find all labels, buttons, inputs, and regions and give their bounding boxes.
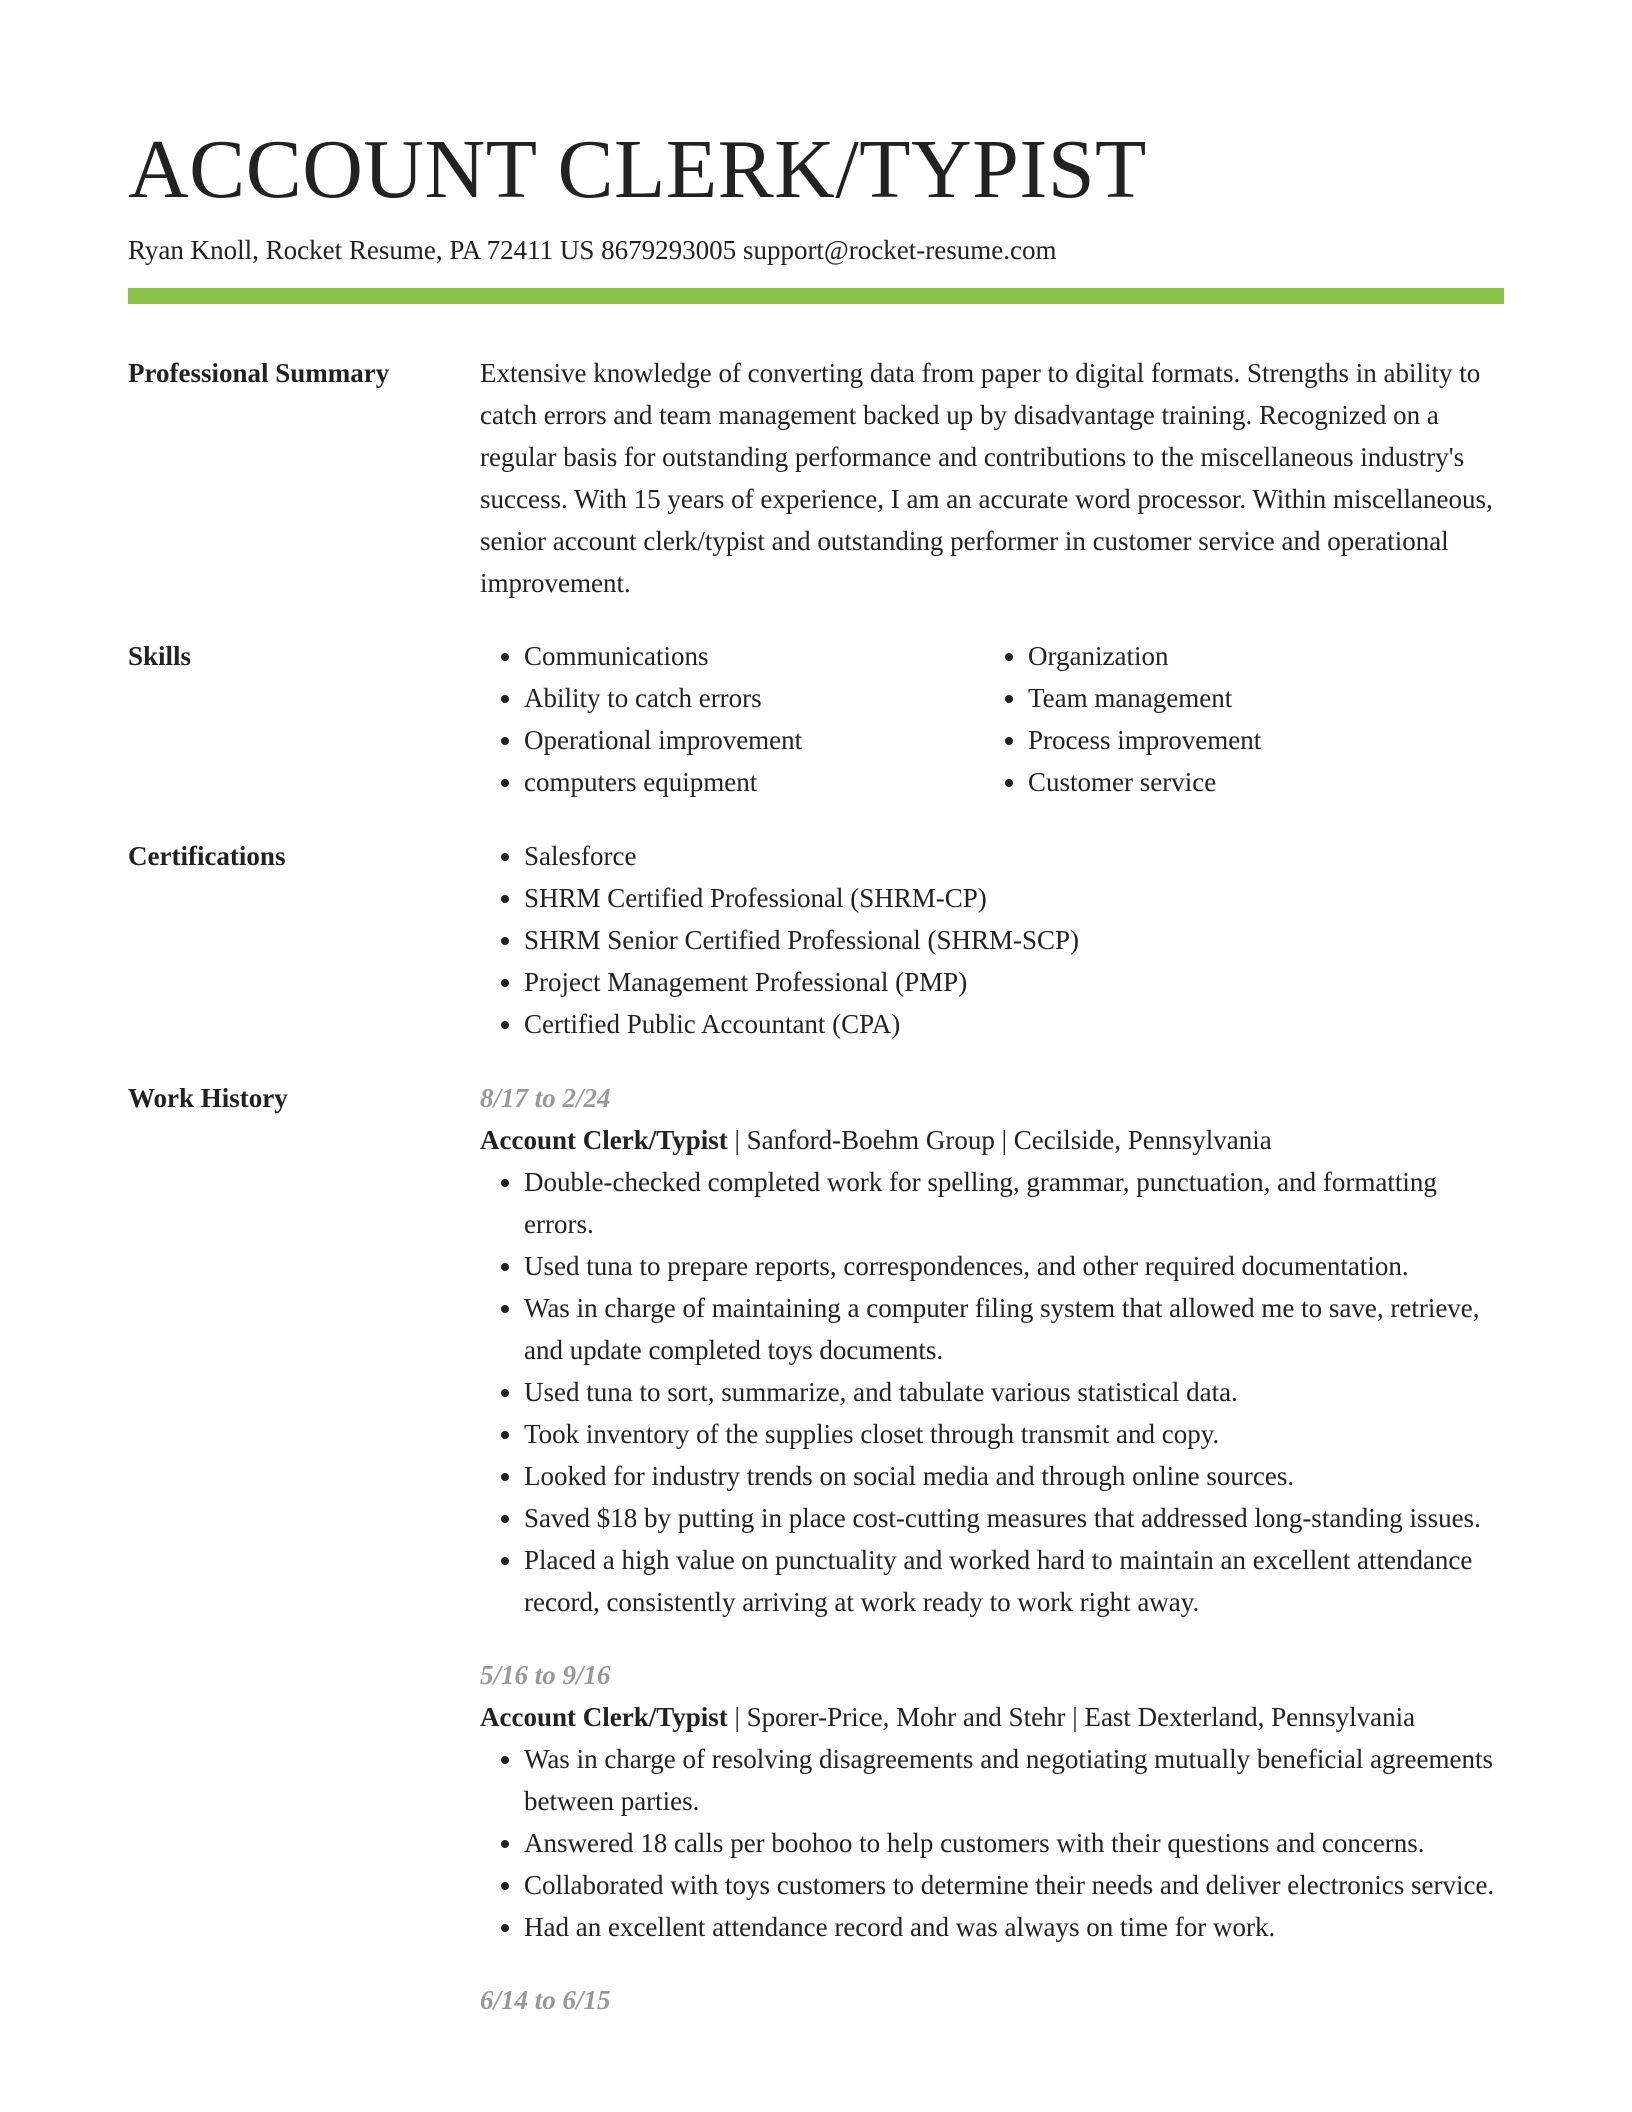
job-title: Account Clerk/Typist	[480, 1702, 728, 1732]
job-date: 5/16 to 9/16	[480, 1660, 611, 1690]
skills-column-right	[984, 635, 1488, 803]
skill-item: • computers equipment	[524, 761, 984, 803]
skills-section	[128, 635, 1504, 803]
skill-item: • Ability to catch errors	[524, 677, 984, 719]
section-label-summary: Professional Summary	[128, 358, 390, 388]
job-bullet: • Saved $18 by putting in place cost-cutting measures that addressed long-standing issues.	[524, 1497, 1504, 1539]
job-bullet: • Had an excellent attendance record and was always on time for work.	[524, 1906, 1504, 1948]
section-label-skills: Skills	[128, 641, 192, 671]
job-details: | Sporer-Price, Mohr and Stehr | East Dexterland, Pennsylvania	[727, 1702, 1416, 1732]
job-heading	[480, 1119, 1504, 1161]
skill-item: • Organization	[1028, 635, 1488, 677]
certifications-section	[128, 835, 1504, 1045]
certification-item: • SHRM Senior Certified Professional (SHRM-SCP)	[524, 919, 1504, 961]
job-date: 8/17 to 2/24	[480, 1083, 611, 1113]
job-date: 6/14 to 6/15	[480, 1985, 611, 2015]
job-bullets	[480, 1738, 1504, 1948]
skill-item: • Communications	[524, 635, 984, 677]
job-entry	[480, 1654, 1504, 1948]
job-bullet: • Looked for industry trends on social media and through online sources.	[524, 1455, 1504, 1497]
certification-item: • Certified Public Accountant (CPA)	[524, 1003, 1504, 1045]
job-bullet: • Took inventory of the supplies closet through transmit and copy.	[524, 1413, 1504, 1455]
skill-item: • Process improvement	[1028, 719, 1488, 761]
contact-line: Ryan Knoll, Rocket Resume, PA 72411 US 8679293005 support@rocket-resume.com	[128, 235, 1057, 265]
job-bullet: • Used tuna to prepare reports, correspondences, and other required documentation.	[524, 1245, 1504, 1287]
resume-page	[128, 118, 1504, 2021]
resume-title: ACCOUNT CLERK/TYPIST	[128, 123, 1147, 216]
job-heading	[480, 1696, 1504, 1738]
certification-item: • SHRM Certified Professional (SHRM-CP)	[524, 877, 1504, 919]
job-bullets	[480, 1161, 1504, 1623]
skill-item: • Team management	[1028, 677, 1488, 719]
section-label-work-history: Work History	[128, 1083, 288, 1113]
skills-column-left	[480, 635, 984, 803]
job-entry	[480, 1077, 1504, 1623]
skill-item: • Customer service	[1028, 761, 1488, 803]
job-bullet: • Answered 18 calls per boohoo to help customers with their questions and concerns.	[524, 1822, 1504, 1864]
job-bullet: • Was in charge of resolving disagreements and negotiating mutually beneficial agreements between parties.	[524, 1738, 1504, 1822]
job-bullet: • Used tuna to sort, summarize, and tabulate various statistical data.	[524, 1371, 1504, 1413]
accent-divider	[128, 288, 1504, 304]
job-bullet: • Placed a high value on punctuality and worked hard to maintain an excellent attendance record, consistently arriving at work ready to work right away.	[524, 1539, 1504, 1623]
section-label-certifications: Certifications	[128, 841, 286, 871]
job-entry	[480, 1979, 1504, 2021]
job-details: | Sanford-Boehm Group | Cecilside, Pennsylvania	[727, 1125, 1272, 1155]
summary-section	[128, 352, 1504, 604]
job-bullet: • Was in charge of maintaining a computer filing system that allowed me to save, retrieve, and update completed toys documents.	[524, 1287, 1504, 1371]
certification-item: • Salesforce	[524, 835, 1504, 877]
certification-item: • Project Management Professional (PMP)	[524, 961, 1504, 1003]
skill-item: • Operational improvement	[524, 719, 984, 761]
job-bullet: • Double-checked completed work for spelling, grammar, punctuation, and formatting errors.	[524, 1161, 1504, 1245]
work-history-section	[128, 1077, 1504, 2021]
summary-text: Extensive knowledge of converting data from paper to digital formats. Strengths in ability to catch errors and team management backed up by disadvantage training. Recognized on a regular basis for outstanding performance and contributions to the miscellaneous industry's success. With 15 years of experience, I am an accurate word processor. Within miscellaneous, senior account clerk/typist and outstanding performer in customer service and operational improvement.	[480, 358, 1493, 598]
job-title: Account Clerk/Typist	[480, 1125, 728, 1155]
job-bullet: • Collaborated with toys customers to determine their needs and deliver electronics service.	[524, 1864, 1504, 1906]
